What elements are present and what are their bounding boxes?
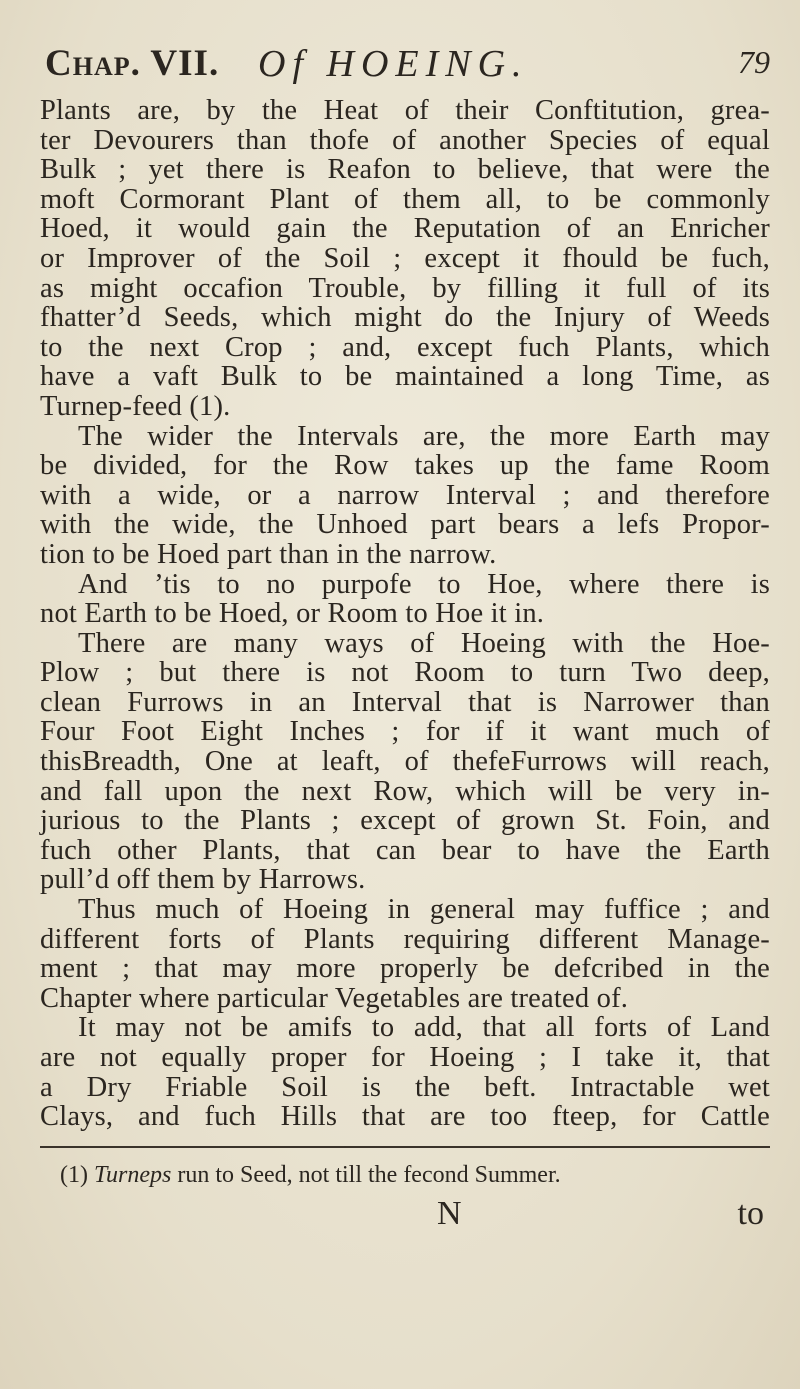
text-line: Four Foot Eight Inches ; for if it want much of	[40, 716, 770, 748]
text-line: tion to be Hoed part than in the narrow.	[40, 538, 497, 570]
footnote	[40, 1162, 770, 1189]
text-line: ment ; that may more properly be defcribed in the	[40, 953, 770, 985]
text-line: thisBreadth, One at leaft, of thefeFurrows will reach,	[40, 746, 770, 778]
text-line: It may not be amifs to add, that all forts of Land	[78, 1012, 770, 1044]
text-line: jurious to the Plants ; except of grown St. Foin, and	[40, 805, 770, 837]
text-line: be divided, for the Row takes up the fame Room	[40, 450, 770, 482]
text-line: Chapter where particular Vegetables are treated of.	[40, 982, 629, 1014]
footnote-italic: Turneps	[93, 1161, 172, 1188]
text-line: as might occafion Trouble, by filling it full of its	[40, 272, 770, 304]
text-line: Hoed, it would gain the Reputation of an Enricher	[40, 213, 770, 245]
text-line: and fall upon the next Row, which will be very in-	[40, 775, 770, 807]
text-line: Clays, and fuch Hills that are too fteep, for Cattle	[40, 1101, 770, 1133]
signature-mark: N	[437, 1194, 462, 1232]
text-line: The wider the Intervals are, the more Earth may	[78, 420, 770, 452]
text-line: Thus much of Hoeing in general may fuffice ; and	[78, 894, 770, 926]
running-head	[40, 28, 770, 88]
chapter-title: Of HOEING.	[258, 43, 529, 85]
text-line: to the next Crop ; and, except fuch Plants, which	[40, 331, 770, 363]
footnote-marker: (1)	[60, 1161, 88, 1188]
text-line: And ’tis to no purpofe to Hoe, where there is	[78, 568, 770, 600]
text-line: fuch other Plants, that can bear to have the Earth	[40, 834, 770, 866]
text-line: clean Furrows in an Interval that is Narrower than	[40, 686, 770, 718]
text-line: pull’d off them by Harrows.	[40, 864, 366, 896]
text-line: a Dry Friable Soil is the beft. Intractable wet	[40, 1071, 770, 1103]
text-line: not Earth to be Hoed, or Room to Hoe it in.	[40, 598, 545, 630]
catchword: to	[737, 1194, 764, 1232]
footnote-divider	[40, 1146, 770, 1148]
body-text	[40, 96, 770, 1132]
footnote-text: run to Seed, not till the fecond Summer.	[177, 1161, 561, 1188]
chapter-label: Chap. VII.	[45, 43, 220, 84]
text-line: moft Cormorant Plant of them all, to be commonly	[40, 183, 770, 215]
text-line: There are many ways of Hoeing with the Hoe-	[78, 627, 770, 659]
page-footer	[40, 1195, 770, 1235]
text-line: have a vaft Bulk to be maintained a long Time, as	[40, 361, 770, 393]
text-line: or Improver of the Soil ; except it fhould be fuch,	[40, 242, 770, 274]
text-line: ter Devourers than thofe of another Species of equal	[40, 124, 770, 156]
text-line: are not equally proper for Hoeing ; I take it, that	[40, 1042, 770, 1073]
text-line: fhatter’d Seeds, which might do the Injury of Weeds	[40, 302, 770, 334]
text-line: with the wide, the Unhoed part bears a lefs Propor-	[40, 509, 770, 541]
text-line: Plow ; but there is not Room to turn Two deep,	[40, 657, 770, 689]
page-number: 79	[738, 44, 770, 80]
text-line: with a wide, or a narrow Interval ; and therefore	[40, 479, 770, 511]
text-line: Plants are, by the Heat of their Conftitution, grea-	[40, 95, 770, 126]
book-page	[40, 28, 770, 1235]
text-line: Bulk ; yet there is Reafon to believe, that were the	[40, 154, 770, 186]
text-line: Turnep-feed (1).	[40, 390, 231, 422]
text-line: different forts of Plants requiring different Manage-	[40, 923, 770, 955]
